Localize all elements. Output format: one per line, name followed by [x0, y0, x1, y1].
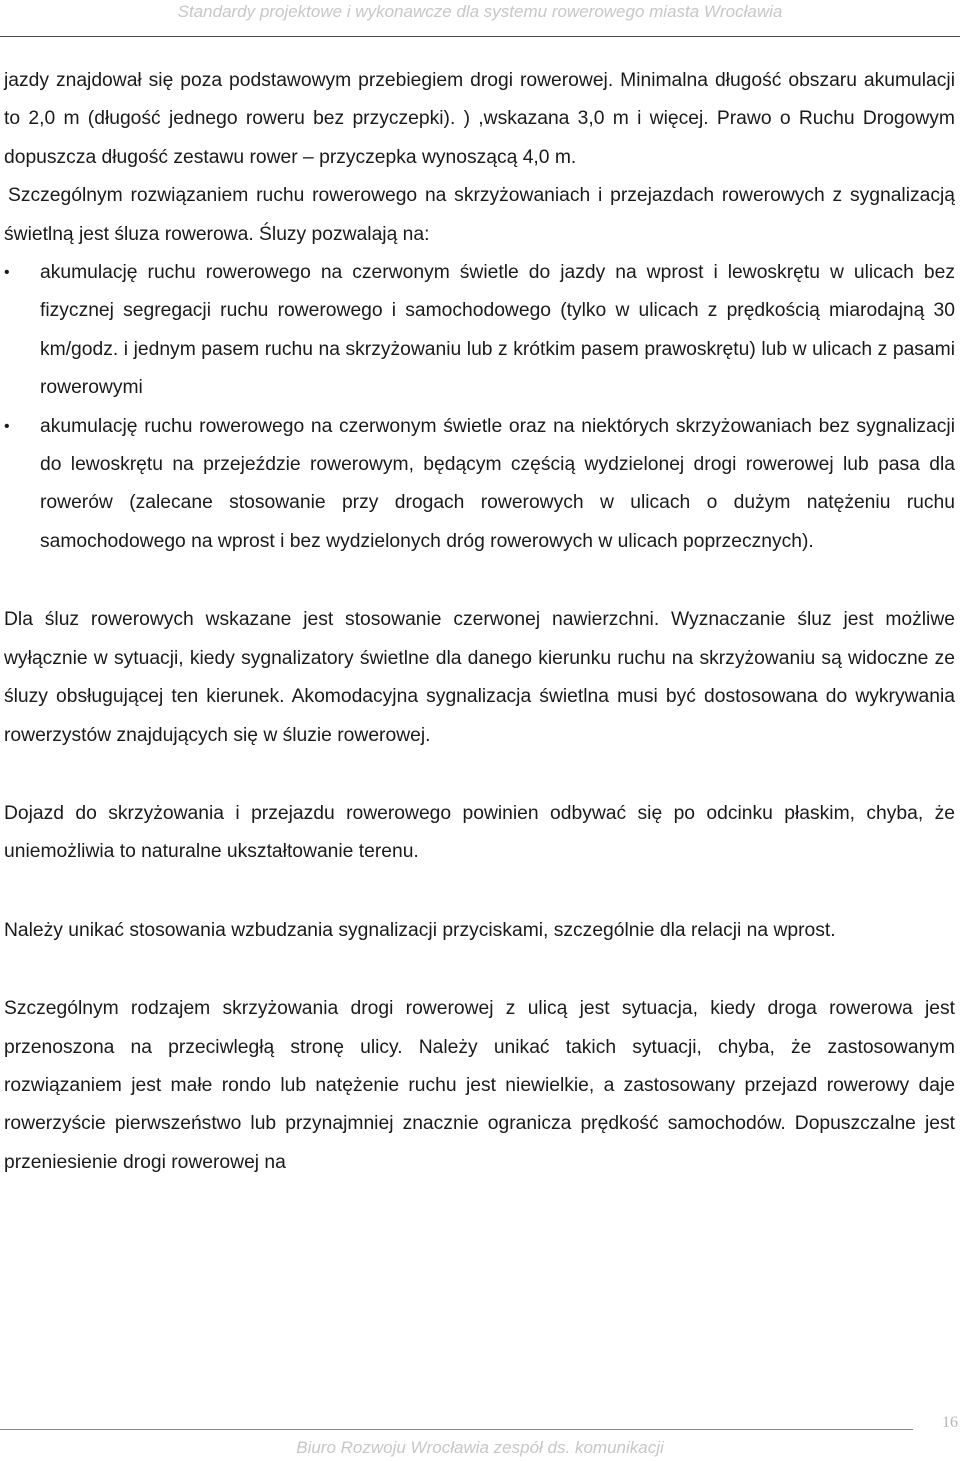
paragraph-spacer — [4, 561, 955, 601]
page-number: 16 — [942, 1414, 958, 1431]
list-item — [4, 408, 955, 562]
paragraph-push-buttons: Należy unikać stosowania wzbudzania sygnalizacji przyciskami, szczególnie dla relacji na wprost. — [4, 919, 836, 941]
paragraph-accumulation-length: jazdy znajdował się poza podstawowym przebiegiem drogi rowerowej. Minimalna długość obszaru akumulacji to 2,0 m (długość jednego roweru bez przyczepki). ) ,wskazana 3,0 m i więcej. Prawo o Ruchu Drogowym dopuszcza długość zestawu rower – przyczepka wynoszącą 4,0 m. — [4, 70, 955, 168]
paragraph-spacer — [4, 872, 955, 912]
document-body — [4, 62, 955, 1182]
bullet-icon: • — [4, 417, 10, 435]
footer-divider — [0, 1429, 913, 1430]
list-item-text: akumulację ruchu rowerowego na czerwonym świetle oraz na niektórych skrzyżowaniach bez sygnalizacji do lewoskrętu na przejeździe rowerowym, będącym częścią wydzielonej drogi rowerowej lub pasa dla rowerów (zalecane stosowanie przy drogach rowerowych w ulicach o dużym natężeniu ruchu samochodowego na wprost i bez wydzielonych dróg rowerowych w ulicach poprzecznych). — [40, 415, 955, 552]
bike-box-benefits-list — [4, 254, 955, 561]
paragraph-approach-flat: Dojazd do skrzyżowania i przejazdu rowerowego powinien odbywać się po odcinku płaskim, chyba, że uniemożliwia to naturalne ukształtowanie terenu. — [4, 802, 955, 863]
list-item — [4, 254, 955, 408]
running-footer: Biuro Rozwoju Wrocławia zespół ds. komunikacji — [296, 1438, 664, 1457]
paragraph-bike-box-intro: Szczególnym rozwiązaniem ruchu rowerowego na skrzyżowaniach i przejazdach rowerowych z sygnalizacją świetlną jest śluza rowerowa. Śluzy pozwalają na: — [4, 185, 955, 245]
paragraph-spacer — [4, 950, 955, 990]
running-header: Standardy projektowe i wykonawcze dla systemu rowerowego miasta Wrocławia — [177, 2, 783, 21]
paragraph-red-surface: Dla śluz rowerowych wskazane jest stosowanie czerwonej nawierzchni. Wyznaczanie śluz jest możliwe wyłącznie w sytuacji, kiedy sygnalizatory świetlne dla danego kierunku ruchu na skrzyżowaniu są widoczne ze śluzy obsługującej ten kierunek. Akomodacyjna sygnalizacja świetlna musi być dostosowana do wykrywania rowerzystów znajdujących się w śluzie rowerowej. — [4, 609, 955, 746]
paragraph-spacer — [4, 755, 955, 795]
header-divider — [0, 36, 960, 37]
paragraph-crossing-transfer: Szczególnym rodzajem skrzyżowania drogi rowerowej z ulicą jest sytuacja, kiedy droga rowerowa jest przenoszona na przeciwległą stronę ulicy. Należy unikać takich sytuacji, chyba, że zastosowanym rozwiązaniem jest małe rondo lub natężenie ruchu jest niewielkie, a zastosowany przejazd rowerowy daje rowerzyście pierwszeństwo lub przynajmniej znacznie ogranicza prędkość samochodów. Dopuszczalne jest przeniesienie drogi rowerowej na — [4, 998, 955, 1173]
bullet-icon: • — [4, 264, 10, 282]
list-item-text: akumulację ruchu rowerowego na czerwonym świetle do jazdy na wprost i lewoskrętu w ulicach bez fizycznej segregacji ruchu rowerowego i samochodowego (tylko w ulicach z prędkością miarodajną 30 km/godz. i jednym pasem ruchu na skrzyżowaniu lub z krótkim pasem prawoskrętu) lub w ulicach z pasami rowerowymi — [40, 262, 955, 399]
